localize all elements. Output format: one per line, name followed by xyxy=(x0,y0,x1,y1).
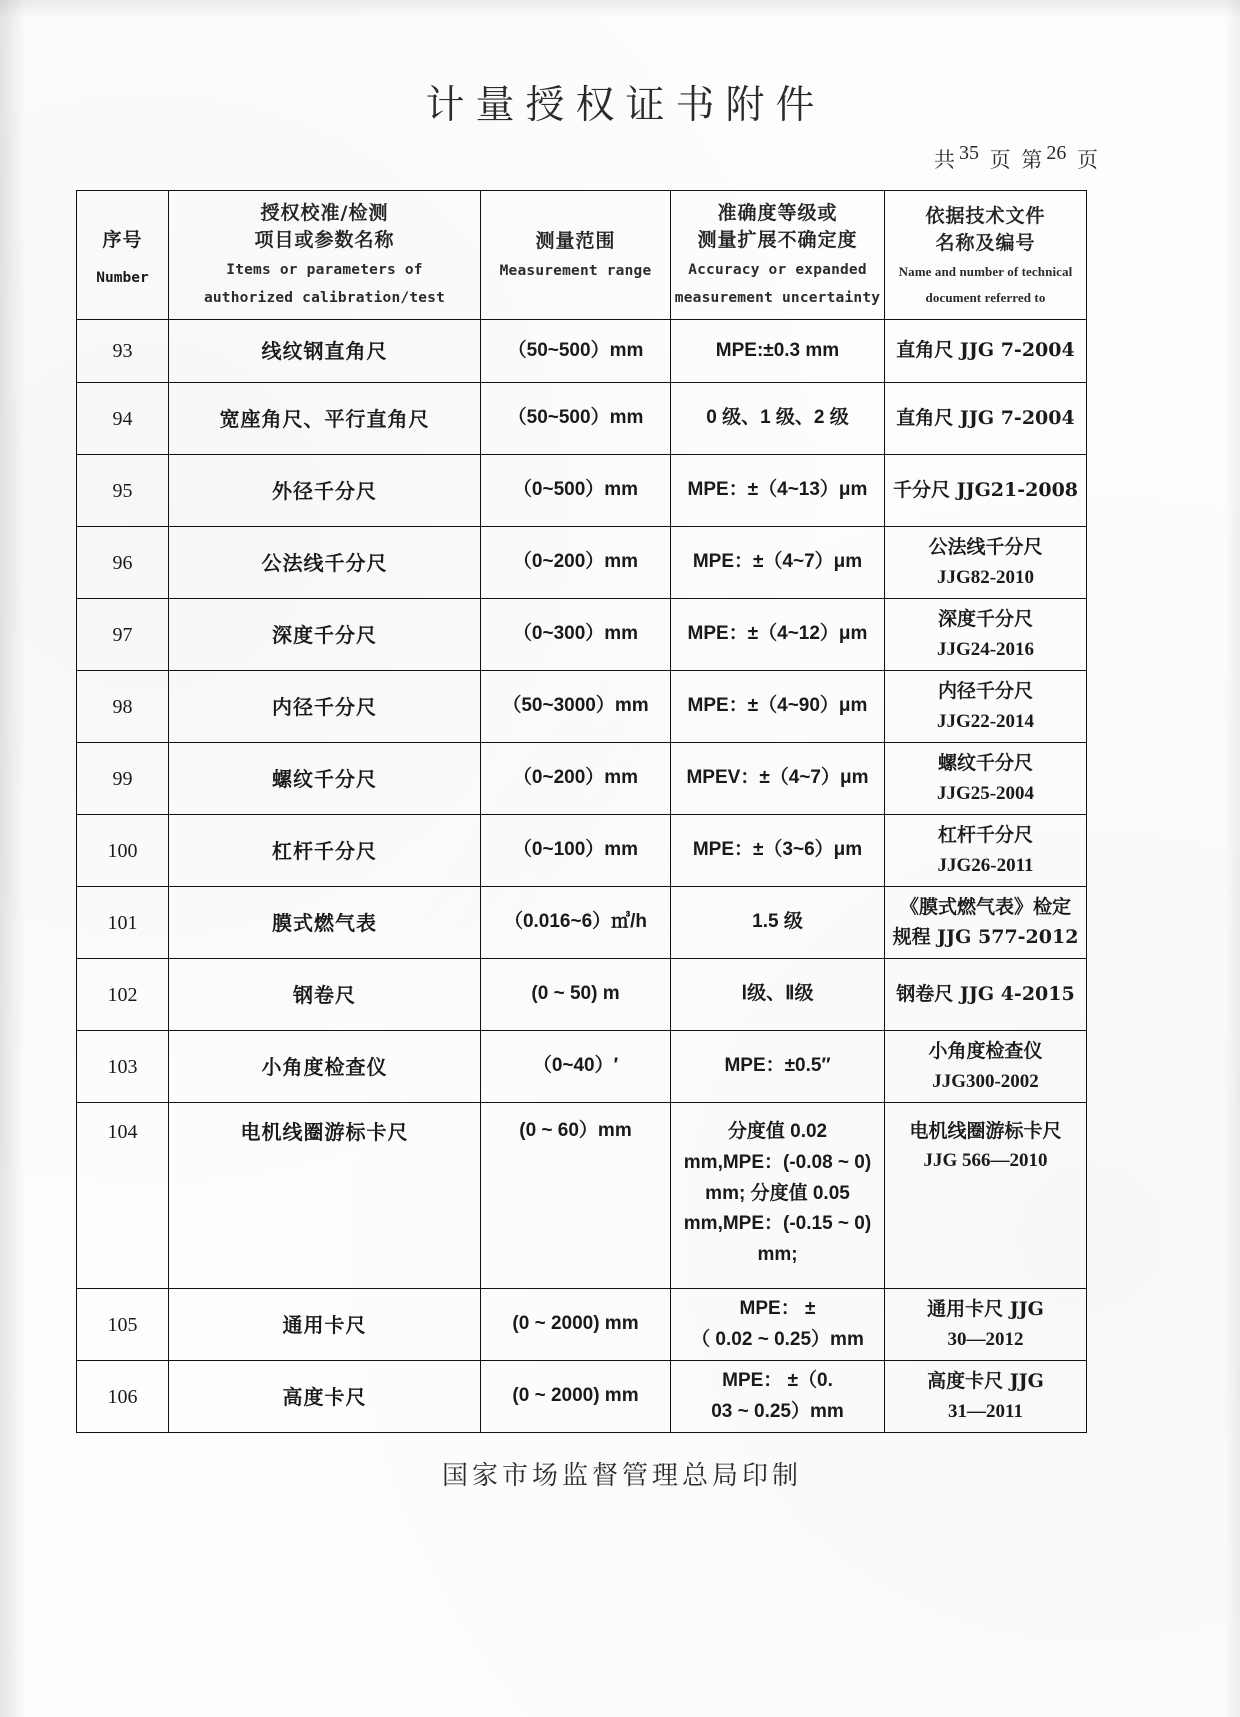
column-header-range xyxy=(481,191,671,320)
table-row xyxy=(77,959,1087,1031)
cell-range: （0.016~6）㎥/h xyxy=(481,887,671,959)
cell-number: 100 xyxy=(77,815,169,887)
table-row xyxy=(77,1289,1087,1361)
cell-document: 钢卷尺 JJG 4-2015 xyxy=(885,959,1087,1031)
cell-range: (0 ~ 2000) mm xyxy=(481,1361,671,1433)
cell-document: 直角尺 JJG 7-2004 xyxy=(885,383,1087,455)
column-header-items-en-line1: Items or parameters of xyxy=(226,262,423,279)
table-row xyxy=(77,1361,1087,1433)
cell-document xyxy=(885,527,1087,599)
page-indicator xyxy=(934,142,1100,174)
cell-range: (0 ~ 2000) mm xyxy=(481,1289,671,1361)
cell-document-line2: JJG24-2016 xyxy=(936,638,1035,660)
cell-range: （50~500）mm xyxy=(481,320,671,383)
page-indicator-middle: 页 第 xyxy=(989,148,1045,172)
cell-number: 103 xyxy=(77,1031,169,1103)
cell-range: (0 ~ 50) m xyxy=(481,959,671,1031)
cell-document-line1: 高度卡尺 JJG xyxy=(927,1370,1044,1393)
column-header-number xyxy=(77,191,169,320)
cell-document xyxy=(885,1031,1087,1103)
cell-accuracy: 1.5 级 xyxy=(671,887,885,959)
table-row xyxy=(77,1031,1087,1103)
cell-number: 101 xyxy=(77,887,169,959)
cell-number: 102 xyxy=(77,959,169,1031)
authorized-items-table xyxy=(76,190,1087,1433)
cell-accuracy-line: （ 0.02 ~ 0.25）mm xyxy=(691,1328,864,1350)
cell-document-line1: 公法线千分尺 xyxy=(928,536,1043,559)
cell-document xyxy=(885,1103,1087,1289)
column-header-accuracy-cn-line2: 测量扩展不确定度 xyxy=(697,229,858,252)
cell-accuracy xyxy=(671,1103,885,1289)
cell-item: 深度千分尺 xyxy=(169,599,481,671)
cell-accuracy-line: mm; 分度值 0.05 xyxy=(705,1182,850,1204)
column-header-range-cn: 测量范围 xyxy=(535,229,616,252)
column-header-items-en-line2: authorized calibration/test xyxy=(203,289,446,306)
cell-accuracy: MPEV：±（4~7）μm xyxy=(671,743,885,815)
cell-accuracy xyxy=(671,1361,885,1433)
table-row xyxy=(77,383,1087,455)
cell-document xyxy=(885,743,1087,815)
cell-document xyxy=(885,815,1087,887)
cell-item: 宽座角尺、平行直角尺 xyxy=(169,383,481,455)
cell-item: 通用卡尺 xyxy=(169,1289,481,1361)
cell-accuracy-line: mm,MPE：(-0.08 ~ 0) xyxy=(683,1151,872,1173)
column-header-accuracy xyxy=(671,191,885,320)
cell-accuracy: MPE：±（4~90）μm xyxy=(671,671,885,743)
cell-item: 内径千分尺 xyxy=(169,671,481,743)
column-header-document xyxy=(885,191,1087,320)
cell-range: （50~3000）mm xyxy=(481,671,671,743)
cell-document-line1: 电机线圈游标卡尺 xyxy=(909,1120,1062,1142)
cell-number: 96 xyxy=(77,527,169,599)
cell-document xyxy=(885,671,1087,743)
cell-item: 公法线千分尺 xyxy=(169,527,481,599)
cell-item: 电机线圈游标卡尺 xyxy=(169,1103,481,1289)
table-header xyxy=(77,191,1087,320)
cell-document-line1: 内径千分尺 xyxy=(937,680,1033,703)
page-title: 计量授权证书附件 xyxy=(425,83,826,128)
cell-accuracy-line: 03 ~ 0.25）mm xyxy=(711,1400,844,1422)
table-row xyxy=(77,599,1087,671)
cell-number: 98 xyxy=(77,671,169,743)
cell-range: （0~100）mm xyxy=(481,815,671,887)
column-header-accuracy-en-line2: measurement uncertainty xyxy=(674,289,881,306)
column-header-number-en: Number xyxy=(96,269,149,286)
page-indicator-suffix: 页 xyxy=(1077,148,1100,172)
cell-item: 膜式燃气表 xyxy=(169,887,481,959)
cell-document-line2: 30—2012 xyxy=(947,1328,1024,1350)
cell-accuracy-line: MPE： ±（0. xyxy=(722,1369,833,1391)
cell-number: 104 xyxy=(77,1103,169,1289)
cell-item: 外径千分尺 xyxy=(169,455,481,527)
cell-number: 99 xyxy=(77,743,169,815)
cell-document-line1: 通用卡尺 JJG xyxy=(927,1298,1044,1321)
cell-range: （0~500）mm xyxy=(481,455,671,527)
column-header-document-en-line2: document referred to xyxy=(925,289,1046,305)
cell-document-line2: JJG82-2010 xyxy=(936,566,1035,588)
cell-accuracy-line: 分度值 0.02 xyxy=(727,1121,828,1142)
cell-document-line2: JJG25-2004 xyxy=(936,782,1035,804)
column-header-document-en-line1: Name and number of technical xyxy=(898,264,1073,280)
column-header-items-cn-line1: 授权校准/检测 xyxy=(260,202,389,225)
table-row xyxy=(77,671,1087,743)
cell-number: 93 xyxy=(77,320,169,383)
table-header-row xyxy=(77,191,1087,320)
column-header-range-en: Measurement range xyxy=(499,262,652,279)
cell-document-line1: 螺纹千分尺 xyxy=(937,752,1033,775)
cell-item: 线纹钢直角尺 xyxy=(169,320,481,383)
column-header-document-cn-line1: 依据技术文件 xyxy=(925,204,1046,227)
cell-range: （0~300）mm xyxy=(481,599,671,671)
cell-accuracy-line: mm; xyxy=(757,1244,798,1266)
cell-number: 105 xyxy=(77,1289,169,1361)
column-header-items-cn-line2: 项目或参数名称 xyxy=(254,229,395,252)
table-row xyxy=(77,1103,1087,1289)
cell-item: 高度卡尺 xyxy=(169,1361,481,1433)
cell-document-line2: JJG22-2014 xyxy=(936,710,1035,732)
cell-number: 94 xyxy=(77,383,169,455)
scan-shadow-top xyxy=(0,0,1240,18)
cell-document xyxy=(885,1361,1087,1433)
cell-document-line1: 《膜式燃气表》检定 xyxy=(899,896,1071,919)
cell-document xyxy=(885,599,1087,671)
cell-accuracy: MPE：±0.5″ xyxy=(671,1031,885,1103)
cell-accuracy: Ⅰ级、Ⅱ级 xyxy=(671,959,885,1031)
cell-document xyxy=(885,887,1087,959)
table-row xyxy=(77,815,1087,887)
cell-document-line2: 规程 JJG 577-2012 xyxy=(892,925,1079,948)
cell-accuracy: MPE：±（4~7）μm xyxy=(671,527,885,599)
column-header-items xyxy=(169,191,481,320)
cell-range: （50~500）mm xyxy=(481,383,671,455)
table-row xyxy=(77,455,1087,527)
cell-accuracy: MPE：±（4~13）μm xyxy=(671,455,885,527)
cell-item: 小角度检查仪 xyxy=(169,1031,481,1103)
cell-number: 95 xyxy=(77,455,169,527)
cell-accuracy: MPE：±（4~12）μm xyxy=(671,599,885,671)
page-indicator-total: 35 xyxy=(958,142,979,164)
cell-number: 97 xyxy=(77,599,169,671)
cell-accuracy-line: MPE： ± xyxy=(739,1297,816,1319)
cell-document: 千分尺 JJG21-2008 xyxy=(885,455,1087,527)
table-row xyxy=(77,743,1087,815)
cell-accuracy: 0 级、1 级、2 级 xyxy=(671,383,885,455)
page-indicator-prefix: 共 xyxy=(933,148,957,172)
cell-accuracy: MPE:±0.3 mm xyxy=(671,320,885,383)
cell-range: (0 ~ 60）mm xyxy=(481,1103,671,1289)
column-header-accuracy-en-line1: Accuracy or expanded xyxy=(688,262,867,279)
column-header-document-cn-line2: 名称及编号 xyxy=(935,231,1036,254)
cell-document-line2: 31—2011 xyxy=(948,1400,1023,1422)
page-footer: 国家市场监督管理总局印制 xyxy=(441,1461,802,1491)
cell-document-line2: JJG 566—2010 xyxy=(923,1150,1048,1172)
table-row xyxy=(77,887,1087,959)
column-header-accuracy-cn-line1: 准确度等级或 xyxy=(717,202,838,225)
cell-accuracy-line: mm,MPE：(-0.15 ~ 0) xyxy=(683,1213,872,1235)
cell-item: 钢卷尺 xyxy=(169,959,481,1031)
table-row xyxy=(77,320,1087,383)
table-row xyxy=(77,527,1087,599)
cell-document-line1: 杠杆千分尺 xyxy=(937,824,1033,847)
cell-range: （0~200）mm xyxy=(481,743,671,815)
cell-document: 直角尺 JJG 7-2004 xyxy=(885,320,1087,383)
cell-document-line1: 深度千分尺 xyxy=(937,608,1033,631)
cell-document-line2: JJG26-2011 xyxy=(937,854,1034,876)
page-indicator-current: 26 xyxy=(1046,142,1067,164)
cell-accuracy xyxy=(671,1289,885,1361)
cell-document xyxy=(885,1289,1087,1361)
column-header-number-cn: 序号 xyxy=(102,228,143,251)
cell-document-line2: JJG300-2002 xyxy=(932,1070,1039,1092)
cell-number: 106 xyxy=(77,1361,169,1433)
cell-range: （0~40）′ xyxy=(481,1031,671,1103)
table-body xyxy=(77,320,1087,1433)
cell-item: 螺纹千分尺 xyxy=(169,743,481,815)
cell-range: （0~200）mm xyxy=(481,527,671,599)
cell-accuracy: MPE：±（3~6）μm xyxy=(671,815,885,887)
cell-document-line1: 小角度检查仪 xyxy=(928,1040,1043,1063)
cell-item: 杠杆千分尺 xyxy=(169,815,481,887)
